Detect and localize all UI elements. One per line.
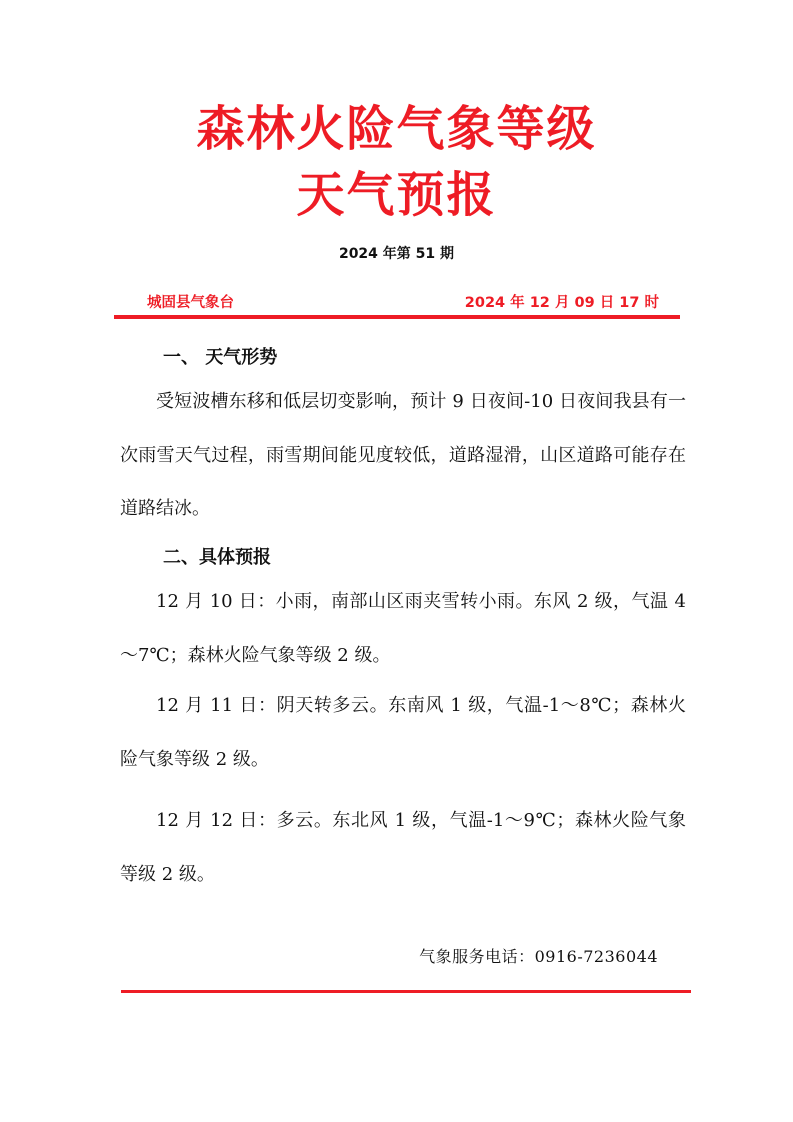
issue-datetime: 2024 年 12 月 09 日 17 时 — [464, 295, 659, 311]
header-divider — [114, 315, 680, 319]
issuer-name: 城固县气象台 — [147, 295, 234, 311]
footer-divider — [121, 990, 691, 993]
service-phone: 气象服务电话：0916-7236044 — [419, 947, 658, 966]
document-title-line-1: 森林火险气象等级 — [196, 101, 597, 157]
weather-situation-paragraph: 受短波槽东移和低层切变影响，预计 9 日夜间-10 日夜间我县有一次雨雪天气过程，雨雪期间能见度较低，道路湿滑，山区道路可能存在道路结冰。 — [120, 391, 686, 519]
forecast-dec-10: 12 月 10 日：小雨，南部山区雨夹雪转小雨。东风 2 级，气温 4～7℃；森林火险气象等级 2 级。 — [120, 591, 686, 666]
section-heading-detailed-forecast: 二、具体预报 — [163, 547, 271, 568]
section-heading-weather-situation: 一、 天气形势 — [163, 347, 278, 368]
issue-number: 2024 年第 51 期 — [338, 246, 455, 262]
forecast-dec-11: 12 月 11 日：阴天转多云。东南风 1 级，气温-1～8℃；森林火险气象等级 2 级。 — [120, 695, 686, 770]
document-title-line-2: 天气预报 — [296, 167, 497, 223]
forecast-dec-12: 12 月 12 日：多云。东北风 1 级，气温-1～9℃；森林火险气象等级 2 级。 — [120, 810, 686, 885]
